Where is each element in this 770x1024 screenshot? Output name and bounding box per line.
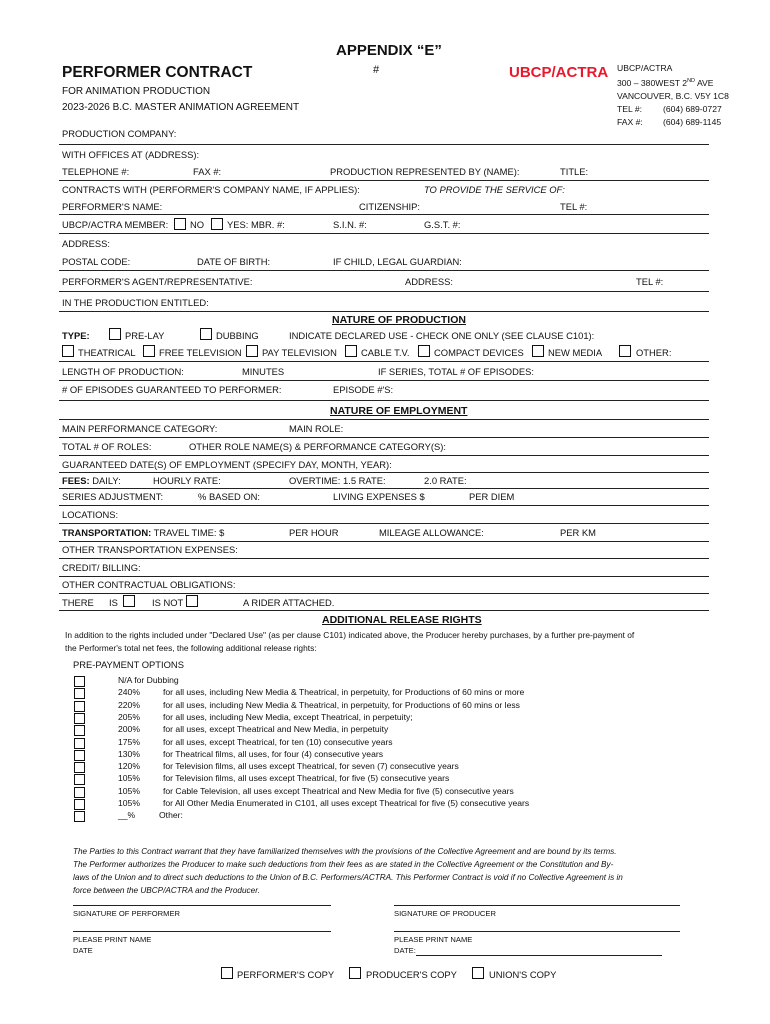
nature-employment-heading: NATURE OF EMPLOYMENT bbox=[330, 405, 468, 417]
divider bbox=[59, 541, 709, 542]
divider bbox=[59, 361, 709, 362]
divider bbox=[59, 437, 709, 438]
form-title: PERFORMER CONTRACT bbox=[62, 64, 253, 81]
per-hour-label: PER HOUR bbox=[289, 527, 339, 538]
title-label: TITLE: bbox=[560, 166, 589, 177]
union-address-block bbox=[617, 62, 729, 129]
rider-is-checkbox[interactable] bbox=[123, 595, 135, 607]
episodes-guaranteed-label: # OF EPISODES GUARANTEED TO PERFORMER: bbox=[62, 384, 282, 395]
divider bbox=[59, 576, 709, 577]
contract-number-label: # bbox=[373, 64, 380, 76]
travel-time-label: TRAVEL TIME: $ bbox=[153, 527, 225, 538]
divider bbox=[59, 455, 709, 456]
series-total-label: IF SERIES, TOTAL # OF EPISODES: bbox=[378, 366, 534, 377]
prepayment-option-percent: 120% bbox=[118, 761, 140, 772]
prepayment-option-checkbox[interactable] bbox=[74, 738, 85, 749]
agent-tel-label: TEL #: bbox=[636, 276, 664, 287]
postal-code-label: POSTAL CODE: bbox=[62, 256, 131, 267]
other-obligations-label: OTHER CONTRACTUAL OBLIGATIONS: bbox=[62, 579, 236, 590]
agent-address-label: ADDRESS: bbox=[405, 276, 453, 287]
prepayment-option-percent: 130% bbox=[118, 748, 140, 759]
guaranteed-dates-label: GUARANTEED DATE(S) OF EMPLOYMENT (SPECIFY DAY, MONTH, YEAR): bbox=[62, 459, 392, 470]
divider bbox=[59, 180, 709, 181]
guardian-label: IF CHILD, LEGAL GUARDIAN: bbox=[333, 256, 462, 267]
locations-label: LOCATIONS: bbox=[62, 509, 119, 520]
member-yes-checkbox[interactable] bbox=[211, 218, 223, 230]
double-rate-label: 2.0 RATE: bbox=[424, 475, 467, 486]
fees-label: FEES: bbox=[62, 475, 90, 486]
prepayment-option-description: for all uses, except Theatrical and New Media, in perpetuity bbox=[163, 724, 389, 735]
use-compact-devices-checkbox[interactable] bbox=[418, 345, 430, 357]
prepayment-option-checkbox[interactable] bbox=[74, 762, 85, 773]
contracts-with-label: CONTRACTS WITH (PERFORMER'S COMPANY NAME, IF APPLIES): bbox=[62, 184, 360, 195]
hourly-rate-label: HOURLY RATE: bbox=[153, 475, 221, 486]
print-name-producer-line[interactable] bbox=[394, 931, 680, 932]
divider bbox=[59, 311, 709, 312]
divider bbox=[59, 593, 709, 594]
telephone-label: TELEPHONE #: bbox=[62, 166, 130, 177]
prepayment-option-percent: 105% bbox=[118, 785, 140, 796]
per-diem-label: PER DIEM bbox=[469, 491, 515, 502]
agent-label: PERFORMER'S AGENT/REPRESENTATIVE: bbox=[62, 276, 253, 287]
prepayment-option-checkbox[interactable] bbox=[74, 688, 85, 699]
gst-label: G.S.T. #: bbox=[424, 219, 461, 230]
union-tel: TEL #: (604) 689-0727 bbox=[617, 103, 722, 114]
use-cable-checkbox[interactable] bbox=[345, 345, 357, 357]
to-provide-label: TO PROVIDE THE SERVICE OF: bbox=[424, 184, 565, 195]
fees-row bbox=[62, 475, 121, 486]
producer-copy-label: PRODUCER'S COPY bbox=[366, 969, 457, 980]
release-rights-heading: ADDITIONAL RELEASE RIGHTS bbox=[322, 614, 482, 626]
use-other-checkbox[interactable] bbox=[619, 345, 631, 357]
divider bbox=[59, 233, 709, 234]
ubcp-actra-logo: UBCP/ACTRA bbox=[509, 64, 609, 81]
main-category-label: MAIN PERFORMANCE CATEGORY: bbox=[62, 423, 218, 434]
main-role-label: MAIN ROLE: bbox=[289, 423, 344, 434]
divider bbox=[59, 472, 709, 473]
rider-is-not-checkbox[interactable] bbox=[186, 595, 198, 607]
prepayment-option-description: for all uses, including New Media & Theatrical, in perpetuity, for Productions of 60 mins or less bbox=[163, 699, 520, 710]
union-city: VANCOUVER, B.C. V5Y 1C8 bbox=[617, 90, 729, 101]
prepayment-option-percent: N/A for Dubbing bbox=[118, 675, 179, 685]
prelay-label: PRE-LAY bbox=[125, 330, 165, 341]
transportation-label: TRANSPORTATION: bbox=[62, 527, 152, 538]
divider bbox=[59, 270, 709, 271]
is-not-label: IS NOT bbox=[152, 597, 184, 608]
prepayment-option-percent: 175% bbox=[118, 736, 140, 747]
length-label: LENGTH OF PRODUCTION: bbox=[62, 366, 184, 377]
production-company-label: PRODUCTION COMPANY: bbox=[62, 128, 177, 139]
episode-numbers-label: EPISODE #'S: bbox=[333, 384, 394, 395]
divider bbox=[59, 558, 709, 559]
production-entitled-label: IN THE PRODUCTION ENTITLED: bbox=[62, 297, 209, 308]
performer-copy-checkbox[interactable] bbox=[221, 967, 233, 979]
union-fax: FAX #: (604) 689-1145 bbox=[617, 116, 722, 127]
daily-label: DAILY: bbox=[92, 475, 121, 486]
date-performer-label: DATE bbox=[73, 946, 93, 955]
prepayment-option-percent: 105% bbox=[118, 798, 140, 808]
prepayment-options-heading: PRE-PAYMENT OPTIONS bbox=[73, 659, 184, 670]
print-name-performer-line[interactable] bbox=[73, 931, 331, 932]
per-km-label: PER KM bbox=[560, 527, 596, 538]
prepayment-option-checkbox[interactable] bbox=[74, 799, 85, 810]
prepayment-option-checkbox[interactable] bbox=[74, 787, 85, 798]
prepayment-option-description: for all uses, including New Media, except Theatrical, in perpetuity; bbox=[163, 711, 413, 722]
prepayment-option-checkbox[interactable] bbox=[74, 701, 85, 712]
use-new-media-label: NEW MEDIA bbox=[548, 347, 603, 358]
divider bbox=[59, 610, 709, 611]
prepayment-option-percent: __% bbox=[118, 810, 136, 821]
prepayment-option-checkbox[interactable] bbox=[74, 750, 85, 761]
prepayment-option-percent: 105% bbox=[118, 773, 140, 784]
prepayment-option-percent: 200% bbox=[118, 724, 140, 735]
prepayment-option-description: for Television films, all uses except Theatrical, for five (5) consecutive years bbox=[163, 773, 450, 784]
agreement-statement bbox=[73, 845, 623, 897]
credit-billing-label: CREDIT/ BILLING: bbox=[62, 562, 141, 573]
divider bbox=[59, 144, 709, 145]
use-free-tv-label: FREE TELEVISION bbox=[159, 347, 242, 358]
use-theatrical-label: THEATRICAL bbox=[78, 347, 136, 358]
divider bbox=[59, 291, 709, 292]
prepayment-option-checkbox[interactable] bbox=[74, 676, 85, 687]
series-adjustment-label: SERIES ADJUSTMENT: bbox=[62, 491, 164, 502]
rider-attached-label: A RIDER ATTACHED. bbox=[243, 597, 335, 608]
represented-by-label: PRODUCTION REPRESENTED BY (NAME): bbox=[330, 166, 520, 177]
prepayment-option-checkbox[interactable] bbox=[74, 713, 85, 724]
use-pay-tv-checkbox[interactable] bbox=[246, 345, 258, 357]
prepayment-option-description: for Television films, all uses except Theatrical, for seven (7) consecutive years bbox=[163, 761, 459, 772]
sin-label: S.I.N. #: bbox=[333, 219, 367, 230]
use-other-label: OTHER: bbox=[636, 347, 672, 358]
nature-production-heading: NATURE OF PRODUCTION bbox=[332, 314, 466, 326]
producer-copy-checkbox[interactable] bbox=[349, 967, 361, 979]
divider bbox=[59, 488, 709, 489]
union-street: 300 – 380WEST 2ND AVE bbox=[617, 77, 714, 88]
signature-performer-line[interactable] bbox=[73, 905, 331, 906]
performer-tel-label: TEL #: bbox=[560, 201, 588, 212]
divider bbox=[59, 214, 709, 215]
agreement-line: laws of the Union and to direct such deductions to the Union of B.C. Performers/ACTRA. This Performer Contract is void if no Collective Agreement is in bbox=[73, 873, 623, 882]
total-roles-label: TOTAL # OF ROLES: bbox=[62, 441, 152, 452]
print-name-producer-label: PLEASE PRINT NAME bbox=[394, 935, 473, 944]
overtime-label: OVERTIME: 1.5 RATE: bbox=[289, 475, 386, 486]
date-producer-label: DATE: bbox=[394, 946, 416, 955]
divider bbox=[59, 400, 709, 401]
divider bbox=[59, 419, 709, 420]
dob-label: DATE OF BIRTH: bbox=[197, 256, 271, 267]
minutes-label: MINUTES bbox=[242, 366, 285, 377]
use-pay-tv-label: PAY TELEVISION bbox=[262, 347, 337, 358]
prepayment-option-description: for all uses, except Theatrical, for ten (10) consecutive years bbox=[163, 736, 393, 747]
prepayment-option-description: for all uses, including New Media & Theatrical, in perpetuity, for Productions of 60 mins or more bbox=[163, 687, 525, 698]
performer-copy-label: PERFORMER'S COPY bbox=[237, 969, 335, 980]
agreement-subtitle: 2023-2026 B.C. MASTER ANIMATION AGREEMENT bbox=[62, 102, 300, 113]
union-copy-label: UNION'S COPY bbox=[489, 969, 557, 980]
prepayment-option-percent: 240% bbox=[118, 687, 140, 698]
use-cable-label: CABLE T.V. bbox=[361, 347, 410, 358]
use-theatrical-checkbox[interactable] bbox=[62, 345, 74, 357]
use-compact-devices-label: COMPACT DEVICES bbox=[434, 347, 524, 358]
agreement-line: The Performer authorizes the Producer to make such deductions from their fees as are stated in the Collective Agreement or the Constitution and By- bbox=[73, 860, 614, 869]
use-new-media-checkbox[interactable] bbox=[532, 345, 544, 357]
address-label: ADDRESS: bbox=[62, 238, 110, 249]
prelay-checkbox[interactable] bbox=[109, 328, 121, 340]
performer-name-label: PERFORMER'S NAME: bbox=[62, 201, 163, 212]
member-label: UBCP/ACTRA MEMBER: bbox=[62, 219, 169, 230]
agreement-line: force between the UBCP/ACTRA and the Producer. bbox=[73, 886, 260, 895]
divider bbox=[59, 523, 709, 524]
dubbing-label: DUBBING bbox=[216, 330, 259, 341]
divider bbox=[59, 380, 709, 381]
member-no-label: NO bbox=[190, 219, 205, 230]
dubbing-checkbox[interactable] bbox=[200, 328, 212, 340]
prepayment-option-checkbox[interactable] bbox=[74, 725, 85, 736]
prepayment-option-description: for Cable Television, all uses except Theatrical and New Media for five (5) consecutive years bbox=[163, 785, 514, 796]
prepayment-option-description: for Theatrical films, all uses, for four (4) consecutive years bbox=[163, 748, 384, 759]
percent-based-label: % BASED ON: bbox=[198, 491, 260, 502]
prepayment-option-description: for All Other Media Enumerated in C101, all uses except Theatrical for five (5) consecutive years bbox=[163, 798, 530, 808]
prepayment-option-percent: 220% bbox=[118, 699, 140, 710]
prepayment-option-checkbox[interactable] bbox=[74, 774, 85, 785]
signature-producer-label: SIGNATURE OF PRODUCER bbox=[394, 909, 496, 918]
citizenship-label: CITIZENSHIP: bbox=[359, 201, 420, 212]
release-intro-line2: the Performer's total net fees, the following additional release rights: bbox=[65, 643, 317, 653]
prepayment-option-percent: 205% bbox=[118, 711, 140, 722]
form-subtitle: FOR ANIMATION PRODUCTION bbox=[62, 86, 211, 97]
living-expenses-label: LIVING EXPENSES $ bbox=[333, 491, 425, 502]
print-name-performer-label: PLEASE PRINT NAME bbox=[73, 935, 152, 944]
date-producer-line[interactable] bbox=[416, 955, 662, 956]
other-roles-label: OTHER ROLE NAME(S) & PERFORMANCE CATEGORY(S): bbox=[189, 441, 446, 452]
release-intro-line1: In addition to the rights included under "Declared Use" (as per clause C101) indicated above, the Producer hereby purchases, by a further pre-payment of bbox=[65, 630, 635, 640]
member-yes-label: YES: MBR. #: bbox=[227, 219, 285, 230]
agreement-line: The Parties to this Contract warrant that they have familiarized themselves with the provisions of the Collective Agreement and are bound by its terms. bbox=[73, 847, 617, 856]
declared-use-instruction: INDICATE DECLARED USE - CHECK ONE ONLY (SEE CLAUSE C101): bbox=[289, 330, 595, 341]
mileage-label: MILEAGE ALLOWANCE: bbox=[379, 527, 484, 538]
there-label: THERE bbox=[62, 597, 94, 608]
other-transport-label: OTHER TRANSPORTATION EXPENSES: bbox=[62, 544, 238, 555]
signature-performer-label: SIGNATURE OF PERFORMER bbox=[73, 909, 181, 918]
prepayment-option-checkbox[interactable] bbox=[74, 811, 85, 822]
type-label: TYPE: bbox=[62, 330, 90, 341]
use-free-tv-checkbox[interactable] bbox=[143, 345, 155, 357]
union-name: UBCP/ACTRA bbox=[617, 63, 673, 73]
union-copy-checkbox[interactable] bbox=[472, 967, 484, 979]
appendix-title: APPENDIX “E” bbox=[336, 42, 442, 59]
transportation-row bbox=[62, 527, 224, 538]
fax-label: FAX #: bbox=[193, 166, 222, 177]
offices-address-label: WITH OFFICES AT (ADDRESS): bbox=[62, 149, 200, 160]
member-no-checkbox[interactable] bbox=[174, 218, 186, 230]
is-label: IS bbox=[109, 597, 118, 608]
signature-producer-line[interactable] bbox=[394, 905, 680, 906]
prepayment-option-description: Other: bbox=[159, 810, 183, 821]
divider bbox=[59, 505, 709, 506]
